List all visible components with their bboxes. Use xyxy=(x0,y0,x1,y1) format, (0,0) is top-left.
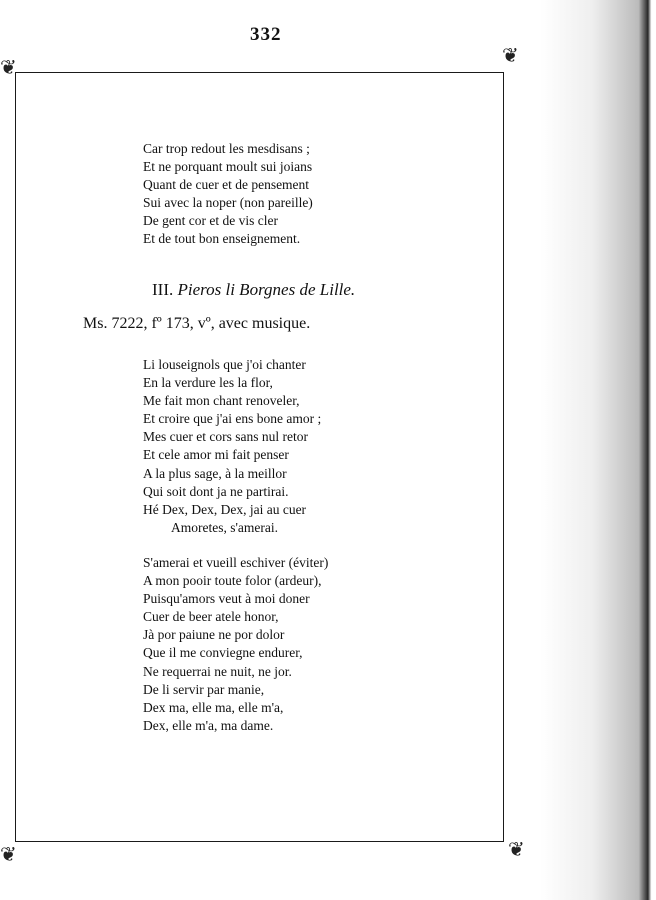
verse-line: Hé Dex, Dex, Dex, jai au cuer xyxy=(143,501,307,517)
verse-line: Et ne porquant moult sui joians xyxy=(143,159,313,175)
verse-line: Li louseignols que j'oi chanter xyxy=(143,357,306,372)
verse-line-refrain: Amoretes, s'amerai. xyxy=(171,519,279,535)
verse-line: Puisqu'amors veut à moi doner xyxy=(143,591,310,607)
verse-line: A la plus sage, à la meillor xyxy=(143,465,287,481)
verse-line: Ne requerrai ne nuit, ne jor. xyxy=(143,663,292,679)
verse-line: Et de tout bon enseignement. xyxy=(143,231,301,247)
section-numeral: III. xyxy=(152,280,174,299)
verse-line: Dex, elle m'a, ma dame. xyxy=(143,717,274,733)
verse-line: De li servir par manie, xyxy=(143,681,265,697)
verse-line: Jà por paiune ne por dolor xyxy=(143,627,285,643)
verse-line: Et croire que j'ai ens bone amor ; xyxy=(143,411,322,427)
verse-line: En la verdure les la flor, xyxy=(143,375,273,391)
verse-line: Et cele amor mi fait penser xyxy=(143,447,289,463)
verse-line: Me fait mon chant renoveler, xyxy=(143,393,300,409)
fleuron-icon: ❦ xyxy=(0,844,17,866)
fleuron-icon: ❦ xyxy=(508,839,525,861)
author-name: Pieros li Borgnes de Lille. xyxy=(177,280,356,299)
verse-line: De gent cor et de vis cler xyxy=(143,213,278,229)
fleuron-icon: ❦ xyxy=(0,57,17,79)
verse-line: Dex ma, elle ma, elle m'a, xyxy=(143,699,284,715)
page-gutter-shadow xyxy=(540,0,656,900)
stanza-1 xyxy=(143,140,313,249)
verse-line: A mon pooir toute folor (ardeur), xyxy=(143,573,322,589)
verse-line: Sui avec la noper (non pareille) xyxy=(143,195,313,211)
stanza-2 xyxy=(143,356,321,537)
verse-line: Mes cuer et cors sans nul retor xyxy=(143,429,308,445)
verse-line: Que il me conviegne endurer, xyxy=(143,645,303,661)
page-number: 332 xyxy=(250,24,282,45)
fleuron-icon: ❦ xyxy=(502,45,519,67)
manuscript-reference: Ms. 7222, fº 173, vº, avec musique. xyxy=(83,315,311,332)
verse-line: Quant de cuer et de pensement xyxy=(143,177,310,193)
verse-line: Car trop redout les mesdisans ; xyxy=(143,141,310,156)
verse-line: Qui soit dont ja ne partirai. xyxy=(143,483,289,499)
section-heading xyxy=(152,280,355,300)
verse-line: Cuer de beer atele honor, xyxy=(143,609,279,625)
verse-line: S'amerai et vueill eschiver (éviter) xyxy=(143,555,329,570)
stanza-3 xyxy=(143,554,328,735)
